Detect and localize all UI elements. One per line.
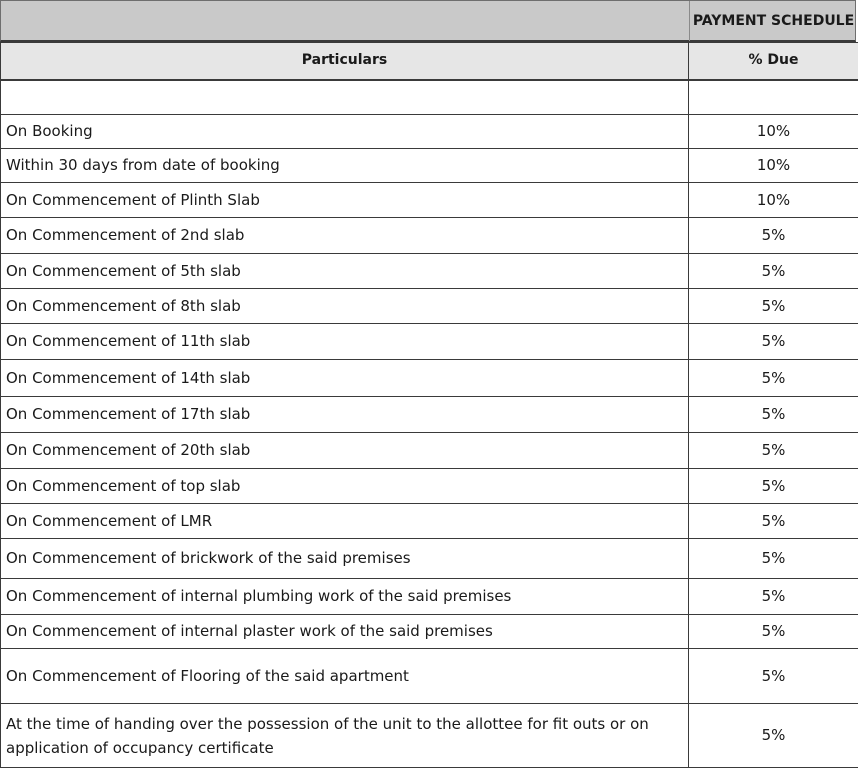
title-bar xyxy=(0,0,856,42)
due-cell: 10% xyxy=(689,183,858,218)
table-row xyxy=(1,397,858,433)
particular-cell: On Commencement of internal plumbing work of the said premises xyxy=(1,579,689,615)
table-row xyxy=(1,704,858,768)
due-cell: 10% xyxy=(689,149,858,183)
particular-cell: Within 30 days from date of booking xyxy=(1,149,689,183)
due-cell: 5% xyxy=(689,360,858,397)
particular-cell: On Commencement of Flooring of the said apartment xyxy=(1,649,689,704)
due-cell: 10% xyxy=(689,115,858,149)
due-header: % Due xyxy=(689,43,858,80)
due-cell: 5% xyxy=(689,397,858,433)
due-cell: 5% xyxy=(689,704,858,768)
table-row xyxy=(1,433,858,469)
table-row xyxy=(1,289,858,324)
due-cell: 5% xyxy=(689,504,858,539)
empty-cell xyxy=(689,80,858,115)
particular-cell: On Commencement of 2nd slab xyxy=(1,218,689,254)
table-row xyxy=(1,360,858,397)
particular-cell: At the time of handing over the possession of the unit to the allottee for fit outs or on application of occupancy certificate xyxy=(1,704,689,768)
table-row xyxy=(1,183,858,218)
table-row xyxy=(1,579,858,615)
particular-cell: On Commencement of internal plaster work of the said premises xyxy=(1,615,689,649)
due-cell: 5% xyxy=(689,433,858,469)
particular-cell: On Commencement of LMR xyxy=(1,504,689,539)
column-header-row xyxy=(1,43,858,80)
table-row xyxy=(1,218,858,254)
payment-schedule-title: PAYMENT SCHEDULE xyxy=(689,1,857,41)
particular-cell: On Booking xyxy=(1,115,689,149)
particular-cell: On Commencement of 11th slab xyxy=(1,324,689,360)
particular-cell: On Commencement of 20th slab xyxy=(1,433,689,469)
table-row xyxy=(1,115,858,149)
table-row xyxy=(1,539,858,579)
due-cell: 5% xyxy=(689,324,858,360)
due-cell: 5% xyxy=(689,579,858,615)
table-row xyxy=(1,254,858,289)
empty-cell xyxy=(1,80,689,115)
particular-cell: On Commencement of 5th slab xyxy=(1,254,689,289)
particular-cell: On Commencement of brickwork of the said premises xyxy=(1,539,689,579)
table-row xyxy=(1,469,858,504)
particular-cell: On Commencement of 8th slab xyxy=(1,289,689,324)
table-row xyxy=(1,324,858,360)
payment-schedule-table xyxy=(0,42,858,768)
due-cell: 5% xyxy=(689,469,858,504)
due-cell: 5% xyxy=(689,615,858,649)
particular-cell: On Commencement of Plinth Slab xyxy=(1,183,689,218)
due-cell: 5% xyxy=(689,649,858,704)
due-cell: 5% xyxy=(689,539,858,579)
table-row xyxy=(1,649,858,704)
particulars-header: Particulars xyxy=(1,43,689,80)
due-cell: 5% xyxy=(689,254,858,289)
particular-cell: On Commencement of 17th slab xyxy=(1,397,689,433)
due-cell: 5% xyxy=(689,289,858,324)
particular-cell: On Commencement of 14th slab xyxy=(1,360,689,397)
table-row xyxy=(1,504,858,539)
due-cell: 5% xyxy=(689,218,858,254)
table-row xyxy=(1,615,858,649)
table-row xyxy=(1,149,858,183)
empty-row xyxy=(1,80,858,115)
particular-cell: On Commencement of top slab xyxy=(1,469,689,504)
